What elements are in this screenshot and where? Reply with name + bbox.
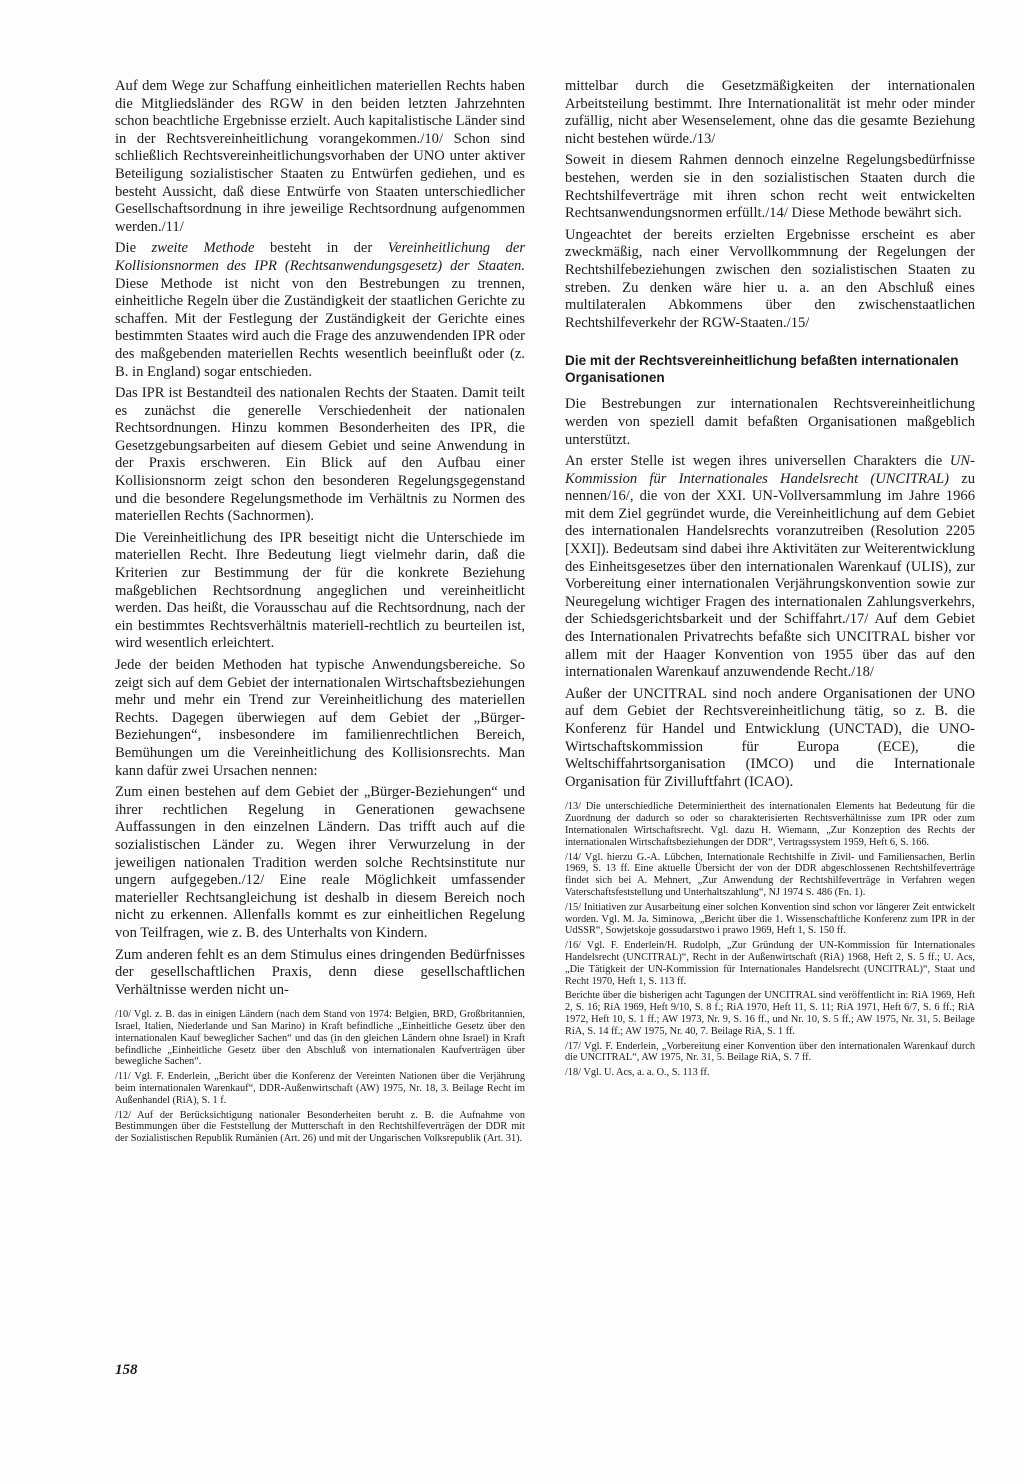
left-column xyxy=(115,78,525,1148)
footnote-18: /18/ Vgl. U. Acs, a. a. O., S. 113 ff. xyxy=(565,1067,710,1079)
paragraph: Die Bestrebungen zur internationalen Rechtsvereinheitlichung werden von speziell damit befaßten Organisationen maßgeblich unterstützt. xyxy=(565,396,975,448)
italic-term: Vereinheitlichung der Kollisionsnormen des IPR (Rechtsanwendungsgesetz) der Staaten. xyxy=(115,240,525,274)
italic-term: zweite Methode xyxy=(151,240,255,257)
footnote-16-continued: Berichte über die bisherigen acht Tagungen der UNCITRAL sind veröffentlicht in: RiA 1969, Heft 2, S. 16; RiA 1969, Heft 9/10, S. 8 f.; RiA 1970, Heft 11, S. 11; RiA 1971, Heft 6/7, S. 6 ff.; RiA 1972, Heft 10, S. 1 ff.; AW 1973, Nr. 9, S. 16 ff., und Nr. 10, S. 5 ff.; AW 1975, Nr. 31, 5. Beilage RiA, S. 14 ff.; AW 1975, Nr. 40, 7. Beilage RiA, S. 1 ff. xyxy=(565,990,975,1037)
paragraph: Soweit in diesem Rahmen dennoch einzelne Regelungsbedürfnisse bestehen, werden sie in den sozialistischen Staaten durch die Rechtshilfeverträge mit ihren schon recht weit entwickelten Rechtsanwendungsnormen erfüllt./14/ Diese Methode bewährt sich. xyxy=(565,152,975,222)
text-run: Die xyxy=(115,240,152,257)
paragraph: Zum anderen fehlt es an dem Stimulus eines dringenden Bedürfnisses der gesellschaftlichen Praxis, denn diese gesellschaftlichen Verhältnisse werden nicht un- xyxy=(115,946,525,998)
footnote-10: /10/ Vgl. z. B. das in einigen Ländern (nach dem Stand von 1974: Belgien, BRD, Großbritannien, Israel, Italien, Niederlande und San Marino) in Kraft befindliche „Einheitliche Gesetz über den internationalen Kauf beweglicher Sachen“ und das (in den gleichen Ländern ohne Israel) in Kraft befindliche „Einheitliche Gesetz über den Abschluß von internationalen Kaufverträgen über bewegliche Sachen“. xyxy=(115,1009,525,1068)
text-run: Diese Methode ist nicht von den Bestrebungen zu trennen, einheitliche Regeln über die Zuständigkeit der staatlichen Gerichte zu schaffen. Mit der Festlegung der Zuständigkeit der Gerichte eines bestimmten Staates wird auch die Frage des anzuwendenden IPR oder des maßgebenden materiellen Rechts wesentlich beeinflußt oder (z. B. in England) sogar entschieden. xyxy=(115,275,525,380)
page-number: 158 xyxy=(115,1362,138,1378)
footnote-16: /16/ Vgl. F. Enderlein/H. Rudolph, „Zur Gründung der UN-Kommission für Internationales Handelsrecht (UNCITRAL)“, Recht in der Außenwirtschaft (RiA) 1968, Heft 2, S. 5 ff.; U. Acs, „Die Tätigkeit der UN-Kommission für Internationales Handelsrecht (UNCITRAL)“, Staat und Recht 1970, Heft 1, S. 113 ff. xyxy=(565,940,975,987)
paragraph-uncitral xyxy=(565,453,975,682)
footnotes-left xyxy=(115,1009,525,1145)
paragraph: mittelbar durch die Gesetzmäßigkeiten der internationalen Arbeitsteilung bestimmt. Ihre Internationalität ist mehr oder minder zufällig, nicht aber Wesenselement, ohne das die gesamte Beziehung nicht bestehen würde./13/ xyxy=(565,78,975,147)
footnote-13: /13/ Die unterschiedliche Determiniertheit des internationalen Elements hat Bedeutung für die Zuordnung der dadurch so oder so charakterisierten Rechtsverhältnisse zum IPR oder zum Internationalen Wirtschaftsrecht. Vgl. dazu H. Wiemann, „Zur Konzeption des Rechts der internationalen Wirtschaftsbeziehungen der DDR“, Vertragssystem 1959, Heft 6, S. 166. xyxy=(565,801,975,848)
paragraph: Das IPR ist Bestandteil des nationalen Rechts der Staaten. Damit teilt es zunächst die generelle Verschiedenheit der nationalen Rechtsordnungen. Hinzu kommen Besonderheiten des IPR, die Gesetzgebungsarbeiten auf diesem Gebiet und seine Anwendung in der Praxis erschweren. Ein Blick auf den Aufbau einer Kollisionsnorm zeigt schon den besonderen Regelungsgegenstand und die besondere Regelungsmethode im Verhältnis zu Normen des materiellen Rechts (Sachnormen). xyxy=(115,385,525,525)
paragraph-second-method xyxy=(115,240,525,381)
footnote-11: /11/ Vgl. F. Enderlein, „Bericht über die Konferenz der Vereinten Nationen über die Verjährung beim internationalen Warenkauf“, DDR-Außenwirtschaft (AW) 1975, Nr. 18, 3. Beilage Recht im Außenhandel (RiA), S. 1 f. xyxy=(115,1071,525,1106)
text-run: besteht in der xyxy=(254,240,388,257)
footnotes-right xyxy=(565,801,975,1079)
footnote-17: /17/ Vgl. F. Enderlein, „Vorbereitung einer Konvention über den internationalen Warenkauf durch die UNCITRAL“, AW 1975, Nr. 31, 5. Beilage RiA, S. 7 ff. xyxy=(565,1040,975,1064)
italic-term: UN-Kommission für Internationales Handelsrecht (UNCITRAL) xyxy=(565,453,975,487)
paragraph: Auf dem Wege zur Schaffung einheitlichen materiellen Rechts haben die Mitgliedsländer des RGW in den beiden letzten Jahrzehnten schon beachtliche Ergebnisse erzielt. Auch kapitalistische Länder sind in der Rechtsvereinheitlichung vorangekommen./10/ Schon sind schließlich Rechtsvereinheitlichungsvorhaben der UNO unter aktiver Beteiligung sozialistischer Staaten zu Entwürfen gediehen, und es besteht Aussicht, daß diese Entwürfe von Staaten unterschiedlicher Gesellschaftsordnung in ihre jeweilige Rechtsordnung aufgenommen werden./11/ xyxy=(115,78,525,235)
paragraph: Jede der beiden Methoden hat typische Anwendungsbereiche. So zeigt sich auf dem Gebiet der internationalen Wirtschaftsbeziehungen mehr und mehr ein Trend zur Vereinheitlichung des materiellen Rechts. Dagegen überwiegen auf dem Gebiet der „Bürger-Beziehungen“, insbesondere im familienrechtlichen Bereich, Bemühungen um die Vereinheitlichung des Kollisionsrechts. Man kann dafür zwei Ursachen nennen: xyxy=(115,657,525,779)
footnote-14: /14/ Vgl. hierzu G.-A. Lübchen, Internationale Rechtshilfe in Zivil- und Familiensachen, Berlin 1969, S. 13 ff. Eine aktuelle Übersicht der von der DDR abgeschlossenen Rechtshilfeverträge findet sich bei A. Mehnert, „Zur Anwendung der Rechtshilfeverträge in Verfahren wegen Vaterschaftsfeststellung und Unterhaltszahlung“, NJ 1974 S. 486 (Fn. 1). xyxy=(565,851,975,898)
text-run: zu nennen/16/, die von der XXI. UN-Vollversammlung im Jahre 1966 mit dem Ziel gegründet wurde, die Vereinheitlichung auf dem Gebiet des internationalen Handelsrechts voranzutreiben (Resolution 2205 [XXI]). Bedeutsam sind dabei ihre Aktivitäten zur Weiterentwicklung des Einheitsgesetzes über den internationalen Warenkauf (ULIS), zur Vorbereitung einer internationalen Verjährungskonvention sowie zur Neuregelung wichtiger Fragen des internationalen Zahlungsverkehrs, der Schiedsgerichtsbarkeit und der Schiffahrt./17/ Auf dem Gebiet des Internationalen Privatrechts befaßte sich UNCITRAL bisher vor allem mit der Haager Konvention von 1955 über das auf den internationalen Warenkauf anzuwendende Recht./18/ xyxy=(565,470,975,681)
paragraph: Ungeachtet der bereits erzielten Ergebnisse erscheint es aber zweckmäßig, nach einer Vervollkommnung der Regelungen der Rechtshilfebeziehungen zwischen den sozialistischen Staaten zu streben. Zu denken wäre hier u. a. an den Abschluß eines multilateralen Abkommens über den zwischenstaatlichen Rechtshilfeverkehr der RGW-Staaten./15/ xyxy=(565,226,975,331)
text-run: An erster Stelle ist wegen ihres universellen Charakters die xyxy=(565,453,950,470)
paragraph: Zum einen bestehen auf dem Gebiet der „Bürger-Beziehungen“ und ihrer rechtlichen Regelung in Generationen gewachsene Auffassungen in den einzelnen Ländern. Das trifft auch auf die sozialistischen Länder zu. Wegen ihrer Verwurzelung in der jeweiligen nationalen Tradition werden solche Rechtsinstitute nur ungern aufgegeben./12/ Eine reale Möglichkeit umfassender materieller Rechtsangleichung ist deshalb in diesem Bereich noch nicht zu erkennen. Allenfalls kommt es zur einheitlichen Regelung von Teilfragen, wie z. B. des Unterhalts von Kindern. xyxy=(115,784,525,941)
footnote-12: /12/ Auf der Berücksichtigung nationaler Besonderheiten beruht z. B. die Aufnahme von Bestimmungen über die Feststellung der Mutterschaft in den Rechtshilfeverträgen der DDR mit der Sozialistischen Republik Rumänien (Art. 26) und mit der Ungarischen Volksrepublik (Art. 31). xyxy=(115,1109,525,1145)
footnote-15: /15/ Initiativen zur Ausarbeitung einer solchen Konvention sind schon vor längerer Zeit entwickelt worden. Vgl. M. Ja. Siminowa, „Bericht über die 1. Wissenschaftliche Konferenz zum IPR in der UdSSR“, Sowjetskoje gossudarstwo i prawo 1969, Heft 1, S. 150 ff. xyxy=(565,901,975,937)
section-heading: Die mit der Rechtsvereinheitlichung befaßten internationalen Organisationen xyxy=(565,353,959,386)
paragraph: Außer der UNCITRAL sind noch andere Organisationen der UNO auf dem Gebiet der Rechtsvereinheitlichung tätig, so z. B. die Konferenz für Handel und Entwicklung (UNCTAD), die UNO-Wirtschaftskommission für Europa (ECE), die Weltschiffahrtsorganisation (IMCO) und die Internationale Organisation für Zivilluftfahrt (ICAO). xyxy=(565,685,975,790)
paragraph: Die Vereinheitlichung des IPR beseitigt nicht die Unterschiede im materiellen Recht. Ihre Bedeutung liegt vielmehr darin, daß die Kriterien zur Bestimmung der für die konkrete Beziehung maßgeblichen Rechtsordnung angeglichen und vereinheitlicht werden. Das heißt, die Vorausschau auf die Rechtsordnung, nach der ein bestimmtes Rechtsverhältnis materiell-rechtlich zu beurteilen ist, wird wesentlich erleichtert. xyxy=(115,529,525,652)
right-column xyxy=(565,78,975,1082)
